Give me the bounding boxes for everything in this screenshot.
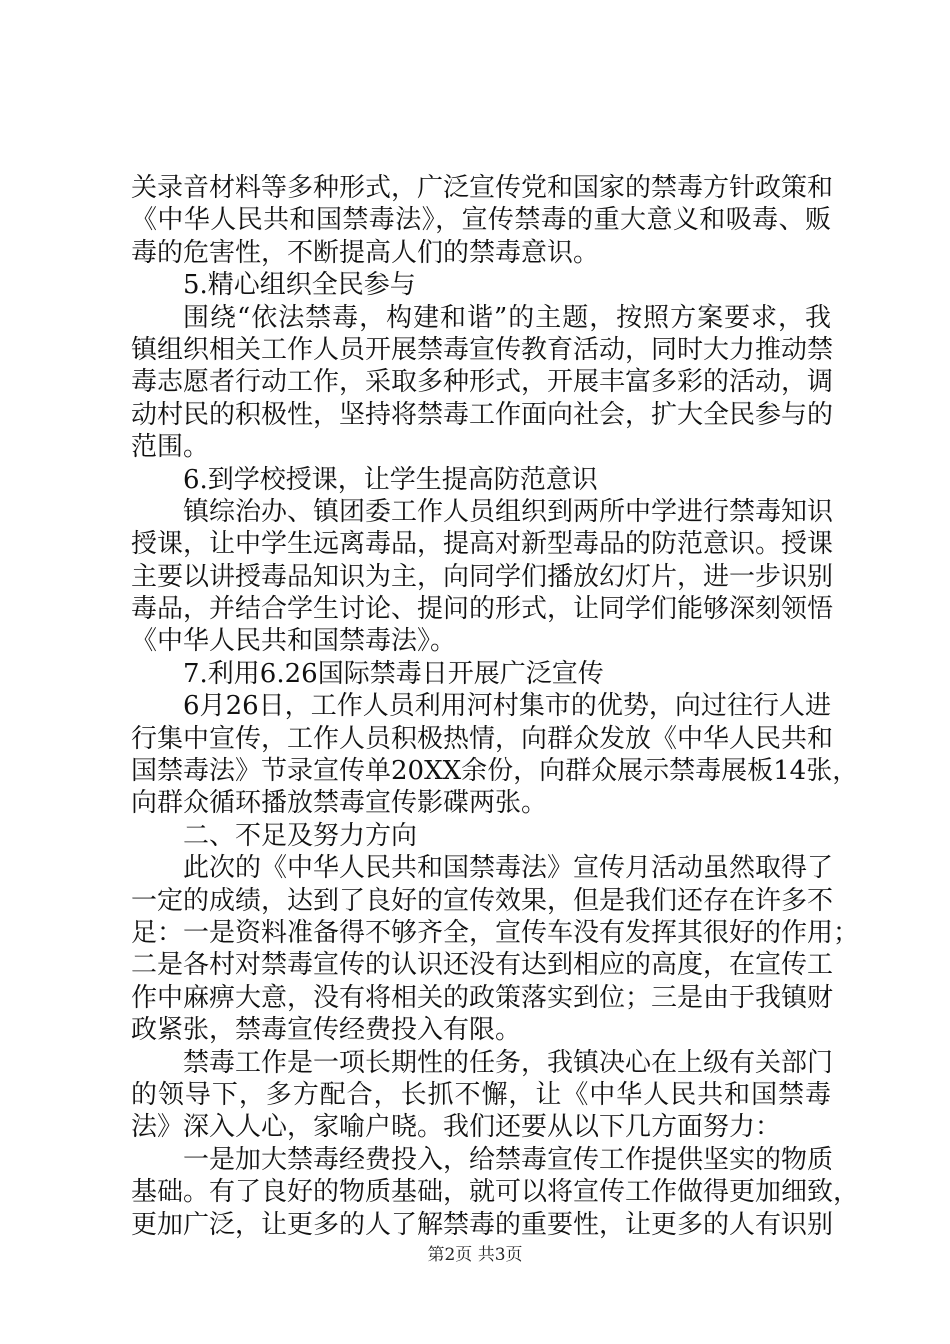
paragraph-line: 范围。 — [131, 432, 210, 463]
paragraph-line: 国禁毒法》节录宣传单20XX余份，向群众展示禁毒展板14张， — [131, 756, 859, 787]
section-heading-line: 6.到学校授课，让学生提高防范意识 — [183, 464, 598, 495]
paragraph-line: 主要以讲授毒品知识为主，向同学们播放幻灯片，进一步识别 — [131, 561, 834, 592]
paragraph-line: 更加广泛，让更多的人了解禁毒的重要性，让更多的人有识别 — [131, 1209, 834, 1240]
section-heading-line: 二、不足及努力方向 — [183, 820, 418, 851]
paragraph-line: 关录音材料等多种形式，广泛宣传党和国家的禁毒方针政策和 — [131, 173, 834, 203]
paragraph-line: 毒品，并结合学生讨论、提问的形式，让同学们能够深刻领悟 — [131, 594, 834, 625]
paragraph-line: 政紧张，禁毒宣传经费投入有限。 — [131, 1015, 522, 1046]
paragraph-line: 一定的成绩，达到了良好的宣传效果，但是我们还存在许多不 — [131, 885, 834, 916]
paragraph-line: 《中华人民共和国禁毒法》，宣传禁毒的重大意义和吸毒、贩 — [131, 205, 831, 236]
paragraph-line: 动村民的积极性，坚持将禁毒工作面向社会，扩大全民参与的 — [131, 399, 834, 430]
paragraph-line: 毒志愿者行动工作，采取多种形式，开展丰富多彩的活动，调 — [131, 367, 834, 398]
page-footer: 第2页 共3页 — [427, 1245, 523, 1265]
paragraph-line: 的领导下，多方配合，长抓不懈，让《中华人民共和国禁毒 — [131, 1079, 831, 1110]
section-heading-line: 5.精心组织全民参与 — [183, 270, 416, 301]
paragraph-line: 基础。有了良好的物质基础，就可以将宣传工作做得更加细致， — [131, 1177, 860, 1208]
paragraph-line: 授课，让中学生远离毒品，提高对新型毒品的防范意识。授课 — [131, 529, 834, 560]
paragraph-line: 二是各村对禁毒宣传的认识还没有达到相应的高度，在宣传工 — [131, 950, 834, 981]
paragraph-line: 此次的《中华人民共和国禁毒法》宣传月活动虽然取得了 — [183, 853, 834, 884]
paragraph-line: 围绕“依法禁毒，构建和谐”的主题，按照方案要求，我 — [183, 302, 831, 333]
paragraph-line: 一是加大禁毒经费投入，给禁毒宣传工作提供坚实的物质 — [183, 1144, 834, 1175]
paragraph-line: 足：一是资料准备得不够齐全，宣传车没有发挥其很好的作用； — [131, 917, 860, 948]
section-heading-line: 7.利用6.26国际禁毒日开展广泛宣传 — [183, 658, 604, 689]
paragraph-line: 向群众循环播放禁毒宣传影碟两张。 — [131, 788, 548, 819]
paragraph-line: 镇组织相关工作人员开展禁毒宣传教育活动，同时大力推动禁 — [131, 334, 834, 365]
paragraph-line: 行集中宣传，工作人员积极热情，向群众发放《中华人民共和 — [131, 723, 834, 754]
paragraph-line: 毒的危害性，不断提高人们的禁毒意识。 — [131, 237, 600, 268]
paragraph-line: 作中麻痹大意，没有将相关的政策落实到位；三是由于我镇财 — [131, 982, 834, 1013]
paragraph-line: 6月26日，工作人员利用河村集市的优势，向过往行人进 — [183, 691, 831, 722]
paragraph-line: 《中华人民共和国禁毒法》。 — [131, 626, 457, 657]
paragraph-line: 镇综治办、镇团委工作人员组织到两所中学进行禁毒知识 — [183, 496, 834, 527]
paragraph-line: 禁毒工作是一项长期性的任务，我镇决心在上级有关部门 — [183, 1047, 834, 1078]
document-body — [131, 172, 860, 1241]
paragraph-line: 法》深入人心，家喻户晓。我们还要从以下几方面努力： — [131, 1112, 782, 1143]
